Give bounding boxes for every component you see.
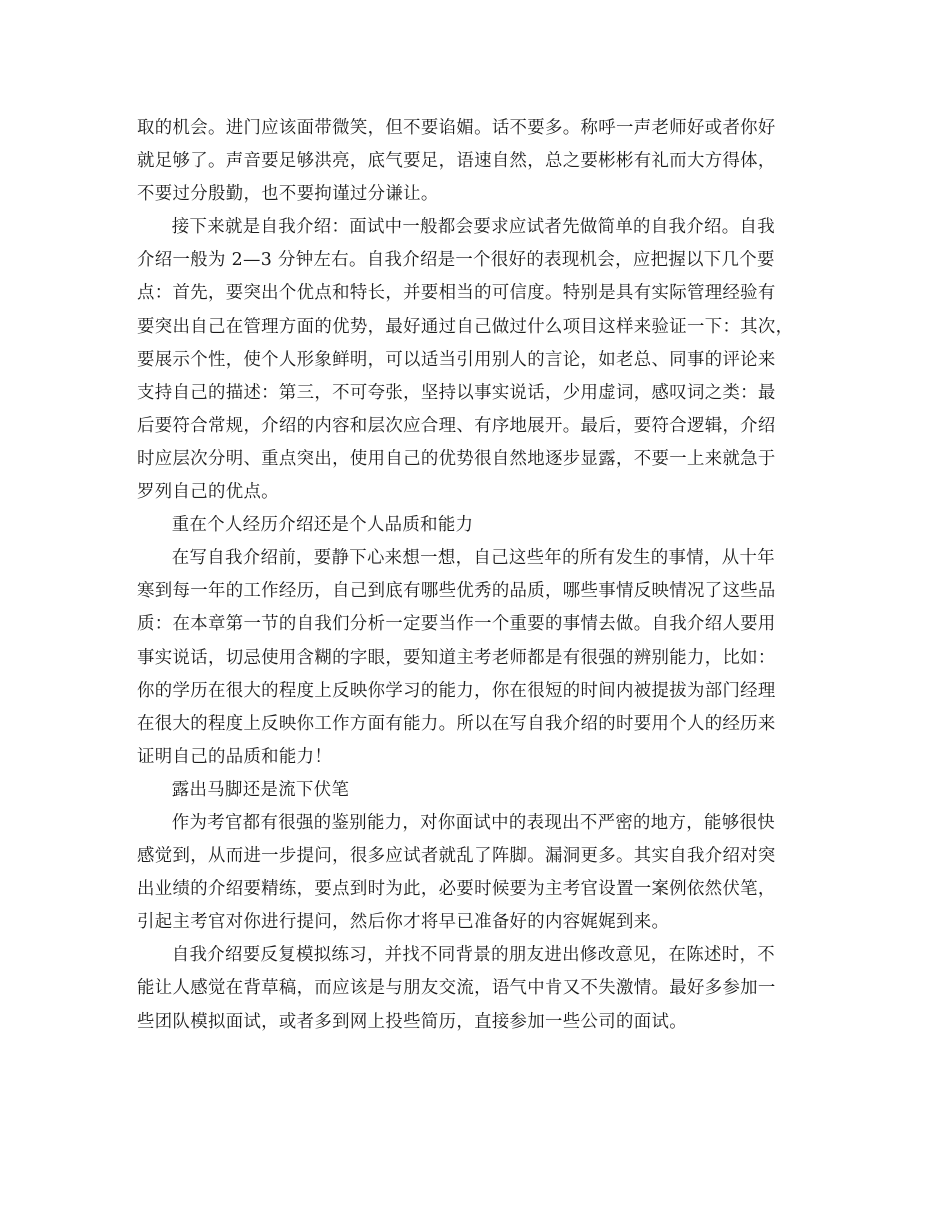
- text-line: 在很大的程度上反映你工作方面有能力。所以在写自我介绍的时要用个人的经历来: [137, 713, 776, 734]
- heading-line: 重在个人经历介绍还是个人品质和能力: [171, 515, 474, 536]
- text-line: 点：首先，要突出个优点和特长，并要相当的可信度。特别是具有实际管理经验有: [137, 283, 776, 304]
- paragraph-before-writing: [137, 542, 817, 774]
- text-line: 事实说话，切忌使用含糊的字眼，要知道主考老师都是有很强的辨别能力，比如：: [137, 647, 776, 668]
- text-line: 后要符合常规，介绍的内容和层次应合理、有序地展开。最后，要符合逻辑，介绍: [137, 415, 776, 436]
- section-heading-experience-vs-quality: [137, 509, 817, 542]
- text-line: 要展示个性，使个人形象鲜明，可以适当引用别人的言论，如老总、同事的评论来: [137, 349, 776, 370]
- text-line: 作为考官都有很强的鉴别能力，对你面试中的表现出不严密的地方，能够很快: [171, 812, 775, 833]
- text-line: 支持自己的描述：第三，不可夸张，坚持以事实说话，少用虚词，感叹词之类：最: [137, 382, 776, 403]
- paragraph-practice: [137, 939, 817, 1038]
- document-page: [137, 112, 817, 1039]
- text-line: 取的机会。进门应该面带微笑，但不要谄媚。话不要多。称呼一声老师好或者你好: [137, 118, 776, 138]
- paragraph-self-introduction: [137, 211, 817, 509]
- text-line: 自我介绍要反复模拟练习，并找不同背景的朋友进出修改意见，在陈述时，不: [171, 945, 775, 966]
- text-line: 感觉到，从而进一步提问，很多应试者就乱了阵脚。漏洞更多。其实自我介绍对突: [137, 846, 776, 867]
- text-line: 不要过分殷勤，也不要拘谨过分谦让。: [137, 184, 439, 205]
- text-line: 能让人感觉在背草稿，而应该是与朋友交流，语气中肯又不失激情。最好多参加一: [137, 978, 776, 999]
- text-line: 出业绩的介绍要精练，要点到时为此，必要时候要为主考官设置一案例依然伏笔，: [137, 879, 776, 900]
- section-heading-flaws-vs-foreshadowing: [137, 774, 817, 807]
- text-line: 要突出自己在管理方面的优势，最好通过自己做过什么项目这样来验证一下：其次，: [137, 316, 794, 337]
- text-line: 寒到每一年的工作经历，自己到底有哪些优秀的品质，哪些事情反映情况了这些品: [137, 581, 776, 602]
- document-body: [137, 112, 817, 1039]
- text-line: 些团队模拟面试，或者多到网上投些简历，直接参加一些公司的面试。: [137, 1011, 687, 1032]
- text-line: 引起主考官对你进行提问，然后你才将早已准备好的内容娓娓到来。: [137, 912, 670, 933]
- text-line: 罗列自己的优点。: [137, 482, 279, 503]
- text-line: 质：在本章第一节的自我们分析一定要当作一个重要的事情去做。自我介绍人要用: [137, 614, 776, 635]
- text-line: 时应层次分明、重点突出，使用自己的优势很自然地逐步显露，不要一上来就急于: [137, 448, 776, 469]
- text-line: 接下来就是自我介绍：面试中一般都会要求应试者先做简单的自我介绍。自我: [171, 217, 775, 238]
- text-line: 就足够了。声音要足够洪亮，底气要足，语速自然，总之要彬彬有礼而大方得体，: [137, 151, 776, 172]
- heading-line: 露出马脚还是流下伏笔: [171, 779, 350, 800]
- text-line: 介绍一般为 2—3 分钟左右。自我介绍是一个很好的表现机会，应把握以下几个要: [137, 250, 775, 271]
- text-line: 你的学历在很大的程度上反映你学习的能力，你在很短的时间内被提拔为部门经理: [137, 680, 776, 701]
- text-line: 在写自我介绍前，要静下心来想一想，自己这些年的所有发生的事情，从十年: [171, 548, 775, 569]
- paragraph-examiner-ability: [137, 807, 817, 939]
- text-line: 证明自己的品质和能力！: [137, 746, 333, 767]
- paragraph-continuation: [137, 112, 817, 211]
